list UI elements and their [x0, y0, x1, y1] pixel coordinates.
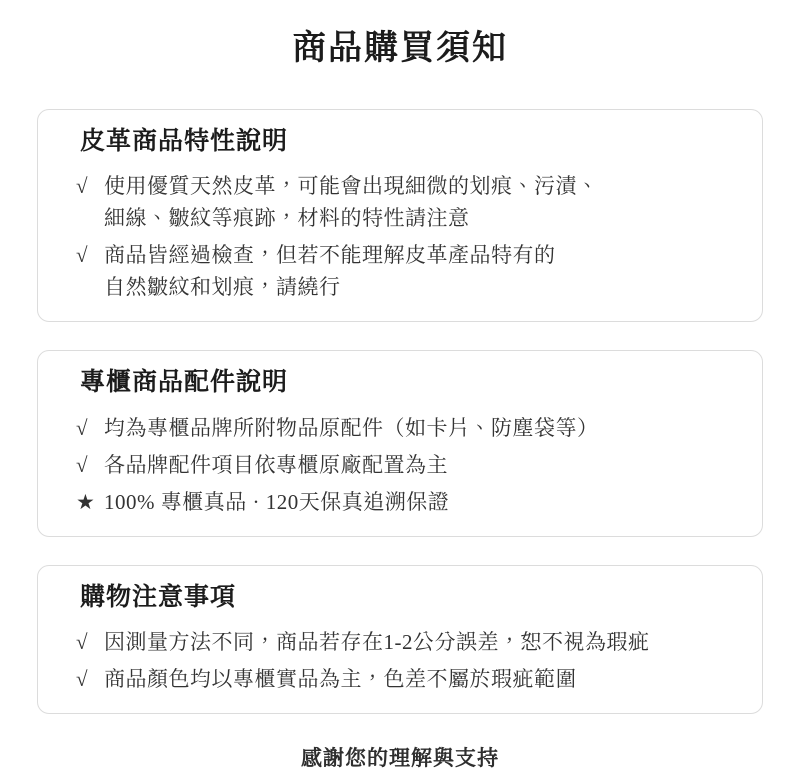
check-icon: √ [76, 630, 88, 655]
notice-item [76, 626, 734, 658]
notice-text [104, 663, 577, 695]
card-accessories-notice [37, 350, 763, 537]
notice-line: 因測量方法不同，商品若存在1-2公分誤差，恕不視為瑕疵 [104, 630, 650, 655]
star-icon: ★ [76, 489, 95, 514]
page-title: 商品購買須知 [292, 29, 508, 67]
check-icon: √ [76, 174, 88, 199]
notice-item [76, 170, 734, 234]
notice-text [104, 449, 448, 481]
check-icon: √ [76, 243, 88, 268]
card-shopping-notice [37, 565, 763, 715]
check-icon: √ [76, 667, 88, 692]
notice-text [104, 239, 556, 303]
notice-item [76, 239, 734, 303]
notice-line: 商品皆經過檢查，但若不能理解皮革產品特有的 [104, 243, 556, 268]
notice-item [76, 663, 734, 695]
notice-line: 各品牌配件項目依專櫃原廠配置為主 [104, 452, 448, 477]
notice-line: 均為專櫃品牌所附物品原配件（如卡片、防塵袋等） [104, 415, 599, 440]
footer-note: 感謝您的理解與支持 [301, 747, 499, 771]
notice-line: 自然皺紋和划痕，請繞行 [104, 275, 341, 300]
card-heading: 專櫃商品配件說明 [80, 368, 289, 397]
notice-item [76, 486, 734, 518]
notice-line: 商品顏色均以專櫃實品為主，色差不屬於瑕疵範圍 [104, 667, 577, 692]
notice-text [104, 486, 449, 518]
card-leather-notice [37, 109, 763, 323]
card-heading: 皮革商品特性說明 [80, 126, 289, 155]
notice-text [104, 412, 599, 444]
check-icon: √ [76, 452, 88, 477]
notice-text [104, 626, 650, 658]
notice-item [76, 449, 734, 481]
notice-line: 細線、皺紋等痕跡，材料的特性請注意 [104, 206, 470, 231]
check-icon: √ [76, 415, 88, 440]
notice-item [76, 412, 734, 444]
notice-text [104, 170, 599, 234]
card-heading: 購物注意事項 [80, 582, 237, 611]
notice-line: 100% 專櫃真品 · 120天保真追溯保證 [104, 489, 450, 514]
notice-line: 使用優質天然皮革，可能會出現細微的划痕、污漬、 [104, 174, 599, 199]
